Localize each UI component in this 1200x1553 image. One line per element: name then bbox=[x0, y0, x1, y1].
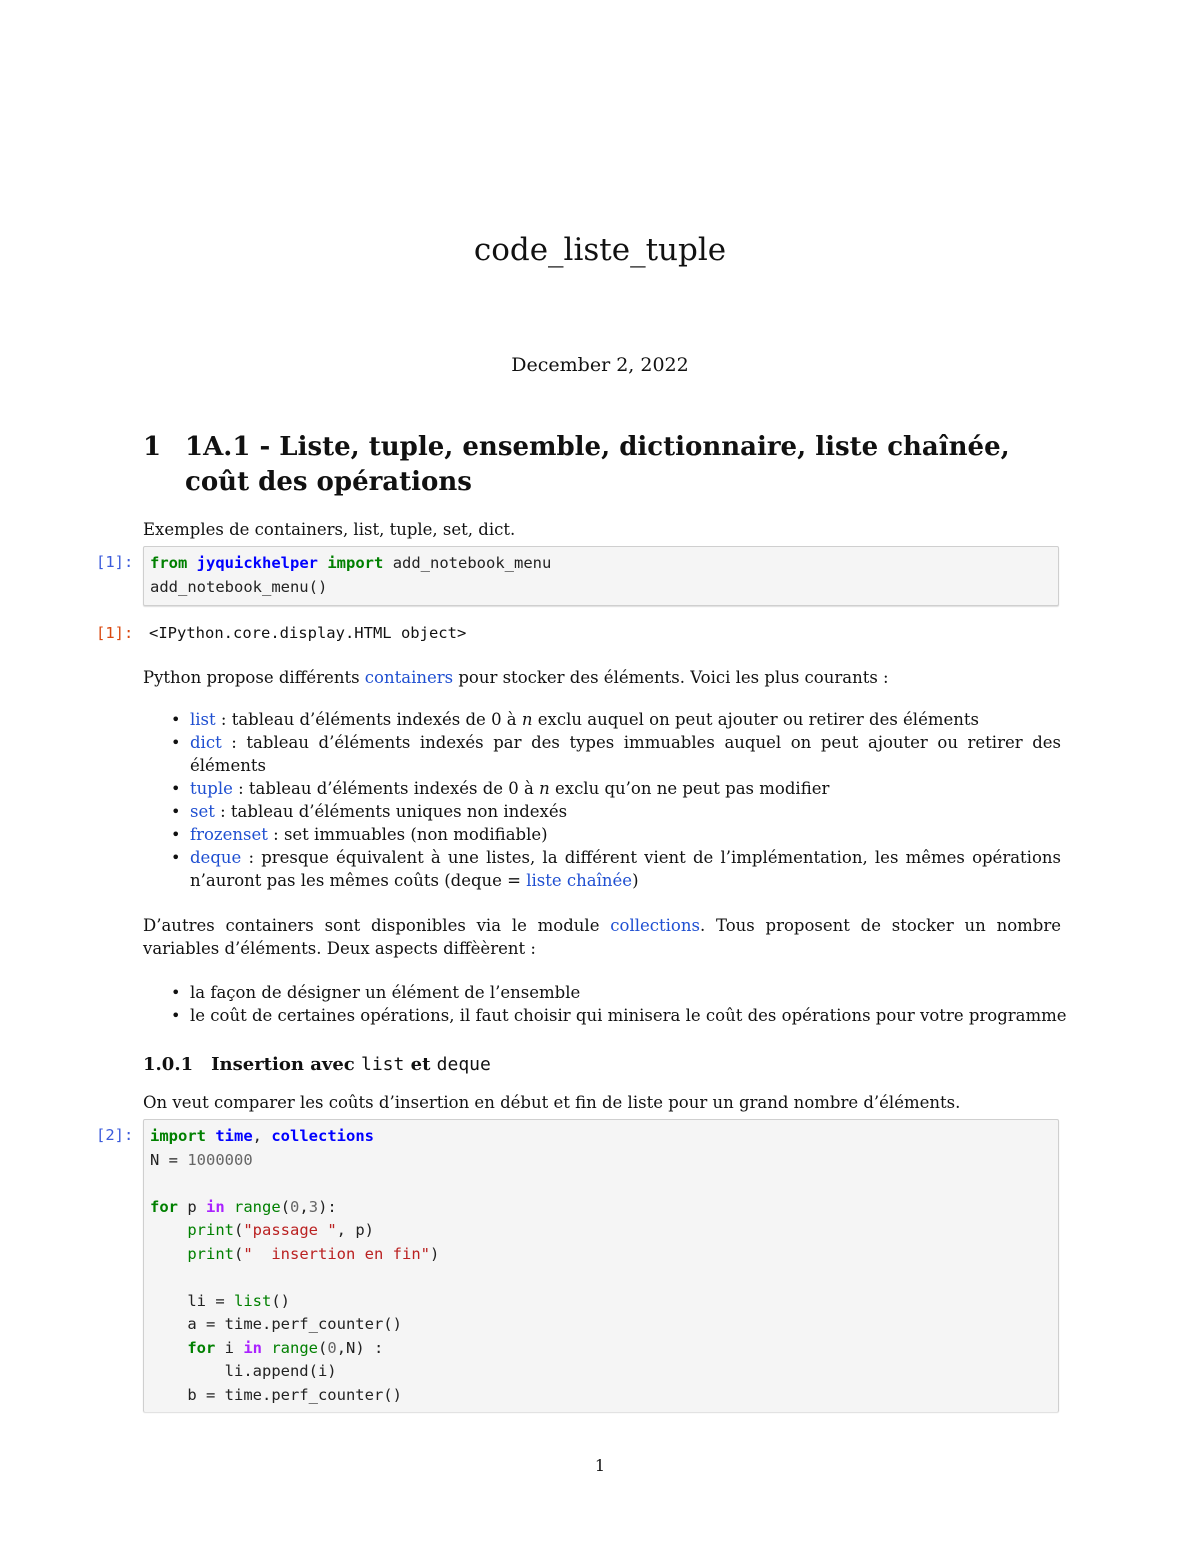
code-token: , bbox=[252, 1127, 272, 1145]
list-item bbox=[143, 800, 1061, 823]
section-intro: Exemples de containers, list, tuple, set, dict. bbox=[143, 520, 516, 539]
paragraph-collections bbox=[143, 914, 1061, 960]
cell1-output-prompt: [1]: bbox=[96, 624, 134, 642]
liste-chainee-link[interactable]: liste chaînée bbox=[526, 871, 633, 890]
subsection-number: 1.0.1 bbox=[143, 1054, 194, 1075]
section-heading bbox=[143, 430, 1063, 500]
code-token: import bbox=[327, 554, 384, 572]
paragraph-insertion: On veut comparer les coûts d’insertion en début et fin de liste pour un grand nombre d’éléments. bbox=[143, 1093, 961, 1112]
page-number: 1 bbox=[594, 1456, 606, 1475]
inline-code: list bbox=[361, 1054, 405, 1075]
code-cell-2[interactable] bbox=[143, 1119, 1059, 1412]
document-date: December 2, 2022 bbox=[511, 354, 689, 376]
text: : tableau d’éléments indexés par des types immuables auquel on peut ajouter ou retirer des éléments bbox=[190, 733, 1061, 775]
code-token: collections bbox=[271, 1127, 374, 1145]
code-token: " insertion en fin" bbox=[243, 1244, 430, 1263]
list-item bbox=[143, 708, 1061, 731]
list-item bbox=[143, 846, 1061, 892]
text: : tableau d’éléments indexés de 0 à bbox=[215, 710, 522, 729]
code-token: p bbox=[178, 1197, 206, 1216]
text: : set immuables (non modifiable) bbox=[267, 825, 548, 844]
code-token: time bbox=[215, 1127, 253, 1145]
text: exclu qu’on ne peut pas modifier bbox=[549, 779, 830, 798]
code-token: for bbox=[150, 1197, 178, 1216]
text: : presque équivalent à une listes, la différent vient de l’implémentation, les mêmes opérations n’auront pas les mêmes coûts (deque = bbox=[190, 848, 1061, 890]
code-token: print bbox=[187, 1244, 234, 1263]
math-var: n bbox=[521, 710, 533, 729]
text: Python propose différents bbox=[143, 668, 365, 687]
aspects-list bbox=[143, 981, 1068, 1027]
code-token: "passage " bbox=[243, 1221, 337, 1239]
text: exclu auquel on peut ajouter ou retirer des éléments bbox=[532, 710, 979, 729]
inline-code: deque bbox=[436, 1054, 491, 1075]
code-token: 3 bbox=[308, 1197, 319, 1216]
text: D’autres containers sont disponibles via le module bbox=[143, 916, 611, 935]
code-token: from bbox=[150, 554, 188, 572]
set-link[interactable]: set bbox=[190, 802, 215, 821]
code-token: import bbox=[150, 1127, 206, 1145]
cell2-input-prompt: [2]: bbox=[96, 1126, 134, 1144]
code-token: , bbox=[336, 1338, 347, 1357]
code-token: add_notebook_menu() bbox=[150, 577, 328, 596]
document-title: code_liste_tuple bbox=[473, 232, 727, 268]
frozenset-link[interactable]: frozenset bbox=[190, 825, 268, 844]
code-token: jyquickhelper bbox=[196, 554, 318, 572]
section-number: 1 bbox=[143, 432, 162, 462]
code-token: in bbox=[243, 1338, 262, 1357]
text: Insertion avec bbox=[211, 1054, 361, 1075]
code-token: li = bbox=[150, 1291, 234, 1310]
cell1-input-prompt: [1]: bbox=[96, 553, 134, 571]
code-token: 0 bbox=[327, 1338, 337, 1357]
text: : tableau d’éléments uniques non indexés bbox=[214, 802, 568, 821]
code-token: range bbox=[271, 1338, 319, 1357]
code-token: print bbox=[187, 1221, 234, 1239]
code-token: 1000000 bbox=[187, 1150, 253, 1169]
code-token: , bbox=[299, 1197, 309, 1216]
code-token: ) bbox=[429, 1244, 440, 1263]
code-token: ( bbox=[318, 1338, 328, 1357]
dict-link[interactable]: dict bbox=[190, 733, 222, 752]
code-token: b = time.perf_counter() bbox=[150, 1385, 402, 1404]
containers-list bbox=[143, 708, 1061, 892]
code-token: ( bbox=[234, 1221, 244, 1239]
list-item: • le coût de certaines opérations, il faut choisir qui minisera le coût des opérations pour votre programme bbox=[143, 1004, 1068, 1027]
code-token: li.append(i) bbox=[150, 1362, 337, 1380]
code-token: N) : bbox=[346, 1338, 384, 1357]
subsection-heading bbox=[143, 1054, 491, 1075]
section-title: 1A.1 - Liste, tuple, ensemble, dictionnaire, liste chaînée, coût des opérations bbox=[185, 432, 1010, 497]
cell1-output: <IPython.core.display.HTML object> bbox=[149, 624, 467, 642]
code-token: N = bbox=[150, 1150, 188, 1169]
list-item bbox=[143, 731, 1061, 777]
text: ) bbox=[632, 871, 639, 890]
code-token: () bbox=[271, 1291, 290, 1310]
code-token: , p) bbox=[336, 1221, 374, 1239]
text: . Tous proposent de stocker un nombre variables d’éléments. Deux aspects diffèèrent : bbox=[143, 916, 1061, 958]
code-cell-1[interactable] bbox=[143, 546, 1059, 606]
math-var: n bbox=[539, 779, 550, 798]
list-item: • la façon de désigner un élément de l’ensemble bbox=[143, 981, 1068, 1004]
code-token: ( bbox=[280, 1197, 291, 1216]
list-item bbox=[143, 823, 1061, 846]
paragraph-containers bbox=[143, 666, 1061, 689]
list-link[interactable]: list bbox=[190, 710, 216, 729]
code-token: for bbox=[187, 1338, 216, 1357]
text: et bbox=[404, 1054, 437, 1075]
code-token: i bbox=[215, 1338, 244, 1357]
tuple-link[interactable]: tuple bbox=[190, 779, 233, 798]
code-token: range bbox=[234, 1197, 281, 1216]
text: pour stocker des éléments. Voici les plus courants : bbox=[453, 668, 889, 687]
code-token: ( bbox=[234, 1244, 244, 1263]
code-token: 0 bbox=[290, 1197, 300, 1216]
code-token: add_notebook_menu bbox=[392, 554, 552, 572]
list-item bbox=[143, 777, 1061, 800]
code-token: in bbox=[206, 1197, 225, 1216]
collections-link[interactable]: collections bbox=[610, 916, 700, 935]
deque-link[interactable]: deque bbox=[190, 848, 242, 867]
code-token: ): bbox=[318, 1197, 337, 1216]
code-token: list bbox=[234, 1291, 272, 1310]
text: : tableau d’éléments indexés de 0 à bbox=[232, 779, 540, 798]
containers-link[interactable]: containers bbox=[364, 668, 454, 687]
code-token: a = time.perf_counter() bbox=[150, 1315, 402, 1333]
